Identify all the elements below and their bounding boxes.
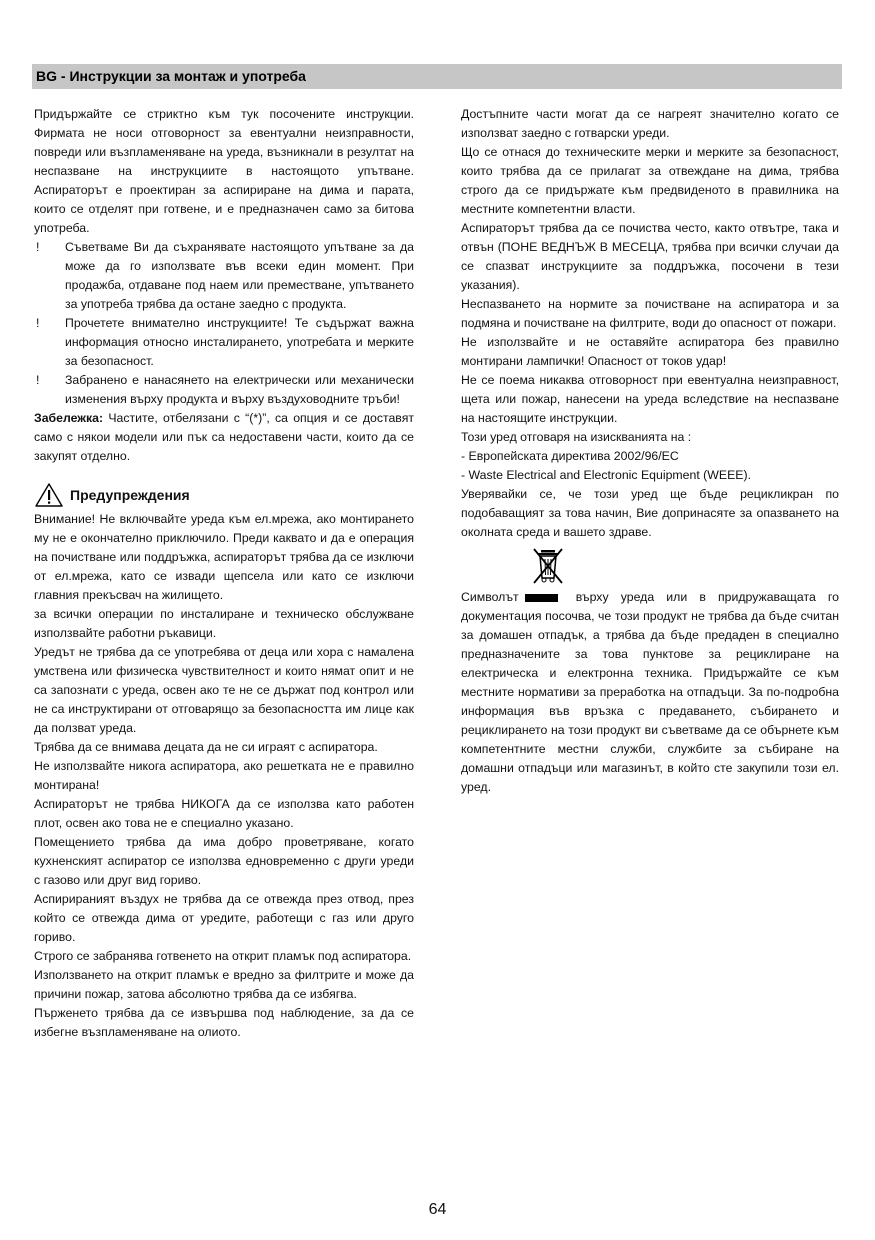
warning-paragraph: Трябва да се внимава децата да не си играят с аспиратора. bbox=[34, 740, 378, 754]
paragraph: Достъпните части могат да се нагреят значително когато се използват заедно с готварски уреди. bbox=[461, 107, 839, 140]
warning-paragraph: Аспирираният въздух не трябва да се отвежда през отвод, през който се отвежда дима от уредите, работещи с газ или друго гориво. bbox=[34, 892, 414, 944]
paragraph: - Waste Electrical and Electronic Equipment (WEEE). bbox=[461, 468, 751, 482]
bullet-list bbox=[34, 238, 414, 409]
warnings-heading bbox=[34, 482, 414, 508]
paragraph: Аспираторът трябва да се почиства често, както отвътре, така и отвън (ПОНЕ ВЕДНЪЖ В МЕСЕЦА, трябва при всички случаи да се спазват инструкциите за поддръжка, посочени в тези указания). bbox=[461, 221, 839, 292]
symbol-text-after: върху уреда или в придружаващата го документация посочва, че този продукт не трябва да бъде считан за домашен отпадък, а трябва да бъде предаден в специално предназначените за това пунктове за рециклиране на електрическа и електронна техника. Придържайте се към местните нормативи за преработка на отпадъци. За по-подробна информация във връзка с предаването, събирането и рециклирането на този продукт ви съветваме да се обърнете към компетентните местни служби, службите за събиране на домашни отпадъци или магазинът, в който сте закупили този ел. уред. bbox=[461, 590, 839, 794]
bullet-text: Прочетете внимателно инструкциите! Те съдържат важна информация относно инсталирането, употребата и мерките за безопасност. bbox=[65, 316, 414, 368]
paragraph: - Европейската директива 2002/96/EC bbox=[461, 449, 679, 463]
paragraph: Не се поема никаква отговорност при евентуална неизправност, щета или пожар, нанесени на уреда вследствие на неспазване на настоящите инструкции. bbox=[461, 373, 839, 425]
bullet-item bbox=[34, 371, 414, 409]
paragraph: Този уред отговаря на изискванията на : bbox=[461, 430, 692, 444]
bullet-item bbox=[34, 238, 414, 314]
symbol-paragraph bbox=[461, 588, 839, 797]
bullet-text: Съветваме Ви да съхранявате настоящото упътване за да може да го използвате във всеки един момент. При продажба, отдаване под наем или преместване, упътването за употреба трябва да остане заедно с продукта. bbox=[65, 240, 414, 311]
warning-paragraph: Помещението трябва да има добро проветряване, когато кухненският аспиратор се използва едновременно с други уреди с газово или друг вид гориво. bbox=[34, 835, 414, 887]
paragraph: Що се отнася до техническите мерки и мерките за безопасност, които трябва да се прилагат за отвеждане на дима, трябва строго да се придържате към предвиденото в правилника на местните компетентни власти. bbox=[461, 145, 839, 216]
symbol-text-before: Символът bbox=[461, 590, 519, 604]
exclamation-mark: ! bbox=[36, 373, 40, 387]
warning-paragraph: Използването на открит пламък е вредно за филтрите и може да причини пожар, затова абсолютно трябва да се избягва. bbox=[34, 968, 414, 1001]
paragraph: Не използвайте и не оставяйте аспиратора без правилно монтирани лампички! Опасност от токов удар! bbox=[461, 335, 839, 368]
warning-paragraph: Не използвайте никога аспиратора, ако решетката не е правилно монтирана! bbox=[34, 759, 414, 792]
exclamation-mark: ! bbox=[36, 240, 40, 254]
paragraph: Неспазването на нормите за почистване на аспиратора и за подмяна и почистване на филтрите, води до опасност от пожари. bbox=[461, 297, 839, 330]
black-bar-symbol bbox=[525, 594, 558, 602]
warning-triangle-icon bbox=[34, 482, 64, 508]
page-number: 64 bbox=[428, 1201, 447, 1218]
bullet-item bbox=[34, 314, 414, 371]
warning-paragraph: Уредът не трябва да се употребява от деца или хора с намалена умствена или физическа чувствителност и които нямат опит и не са запознати с уреда, освен ако те не се държат под контрол или не са инструктирани от отговарящо за безопасността им лице как да ползват уреда. bbox=[34, 645, 414, 735]
warning-paragraph: Внимание! Не включвайте уреда към ел.мрежа, ако монтирането му не е окончателно приключило. Преди каквато и да е операция на почистване или поддръжка, аспираторът трябва да се изключи от ел.мрежа, като се извади щепсела или като се изключи главния прекъсвач на жилището. bbox=[34, 512, 414, 602]
crossed-out-bin-icon bbox=[531, 546, 565, 586]
exclamation-mark: ! bbox=[36, 316, 40, 330]
intro-paragraph: Придържайте се стриктно към тук посочените инструкции. Фирмата не носи отговорност за евентуални неизправности, повреди или възпламеняване на уреда, възникнали в резултат на неспазване на инструкциите в настоящото упътване. Аспираторът е проектиран за аспириране на дима и парата, които се отделят при готвене, и е предназначен само за битова употреба. bbox=[34, 107, 414, 235]
note-label: Забележка: bbox=[34, 411, 104, 425]
warning-paragraph: Пърженето трябва да се извършва под наблюдение, за да се избегне възпламеняване на олиото. bbox=[34, 1006, 414, 1039]
warning-paragraph: Аспираторът не трябва НИКОГА да се използва като работен плот, освен ако това не е специално указано. bbox=[34, 797, 414, 830]
paragraph: Уверявайки се, че този уред ще бъде рецикликран по подобаващият за това начин, Вие допринасяте за опазването на околната среда и вашето здраве. bbox=[461, 487, 839, 539]
note-text: Частите, отбелязани с “(*)”, са опция и се доставят само с някои модели или пък са недоставени части, които да се закупят отделно. bbox=[34, 411, 414, 463]
left-column bbox=[34, 105, 414, 1042]
warning-paragraph: за всички операции по инсталиране и техническо обслужване използвайте работни ръкавици. bbox=[34, 607, 414, 640]
warnings-heading-text: Предупреждения bbox=[70, 486, 190, 503]
header-bar bbox=[32, 64, 842, 89]
page-title: BG - Инструкции за монтаж и употреба bbox=[36, 68, 306, 84]
note-paragraph bbox=[34, 409, 414, 466]
bullet-text: Забранено е нанасянето на електрически или механически изменения върху продукта и върху въздуховодните тръби! bbox=[65, 373, 414, 406]
right-column bbox=[461, 105, 839, 797]
warning-paragraph: Строго се забранява готвенето на открит пламък под аспиратора. bbox=[34, 949, 412, 963]
